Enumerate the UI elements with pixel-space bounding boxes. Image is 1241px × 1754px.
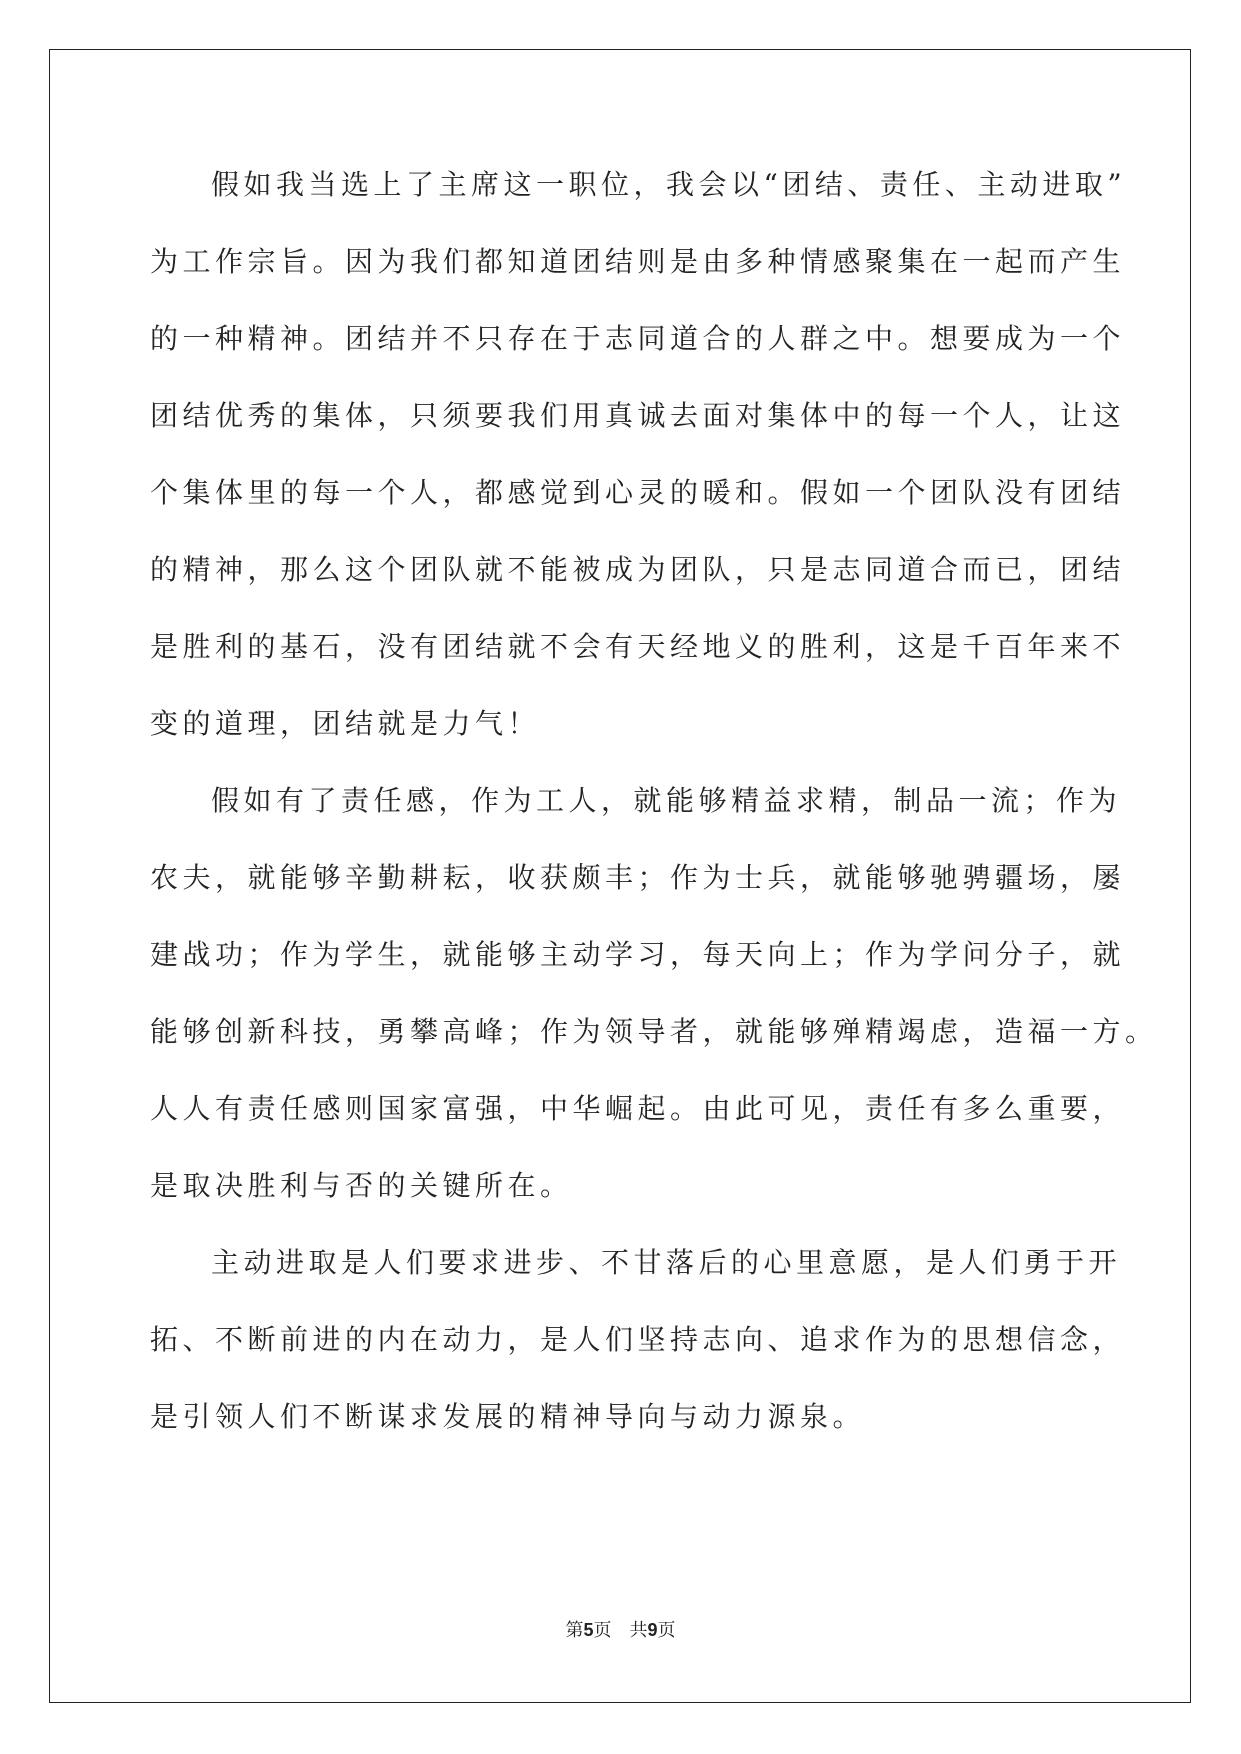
total-prefix: 共 [629, 1620, 648, 1641]
paragraph-line: 是取决胜利与否的关键所在。 [150, 1169, 573, 1202]
page-prefix: 第 [565, 1620, 584, 1641]
paragraph-2 [150, 772, 1158, 1234]
document-body [150, 156, 1158, 1465]
paragraph-1 [150, 156, 1127, 772]
paragraph-line: 的一种精神。团结并不只存在于志同道合的人群之中。想要成为一个 [150, 322, 1126, 355]
paragraph-line: 是胜利的基石，没有团结就不会有天经地义的胜利，这是千百年来不 [150, 630, 1126, 663]
paragraph-line: 主动进取是人们要求进步、不甘落后的心里意愿，是人们勇于开 [211, 1246, 1122, 1279]
paragraph-line: 变的道理，团结就是力气！ [150, 707, 541, 740]
page-number: 5 [583, 1620, 594, 1640]
page-suffix: 页 [593, 1620, 612, 1641]
total-pages: 9 [647, 1620, 658, 1640]
paragraph-line: 农夫，就能够辛勤耕耘，收获颇丰；作为士兵，就能够驰骋疆场，屡 [150, 861, 1126, 894]
paragraph-line: 建战功；作为学生，就能够主动学习，每天向上；作为学问分子，就 [150, 938, 1126, 971]
paragraph-3 [150, 1234, 1126, 1465]
paragraph-line: 个集体里的每一个人，都感觉到心灵的暖和。假如一个团队没有团结 [150, 476, 1126, 509]
page-footer [0, 1616, 1241, 1642]
paragraph-line: 假如有了责任感，作为工人，就能够精益求精，制品一流；作为 [211, 784, 1122, 817]
paragraph-line: 团结优秀的集体，只须要我们用真诚去面对集体中的每一个人，让这 [150, 399, 1126, 432]
paragraph-line: 假如我当选上了主席这一职位，我会以“团结、责任、主动进取” [211, 168, 1127, 201]
paragraph-line: 人人有责任感则国家富强，中华崛起。由此可见，责任有多么重要， [150, 1092, 1126, 1125]
paragraph-line: 的精神，那么这个团队就不能被成为团队，只是志同道合而已，团结 [150, 553, 1126, 586]
total-suffix: 页 [657, 1620, 676, 1641]
paragraph-line: 是引领人们不断谋求发展的精神导向与动力源泉。 [150, 1400, 866, 1433]
paragraph-line: 拓、不断前进的内在动力，是人们坚持志向、追求作为的思想信念， [150, 1323, 1126, 1356]
paragraph-line: 能够创新科技，勇攀高峰；作为领导者，就能够殚精竭虑，造福一方。 [150, 1015, 1158, 1048]
paragraph-line: 为工作宗旨。因为我们都知道团结则是由多种情感聚集在一起而产生 [150, 245, 1126, 278]
